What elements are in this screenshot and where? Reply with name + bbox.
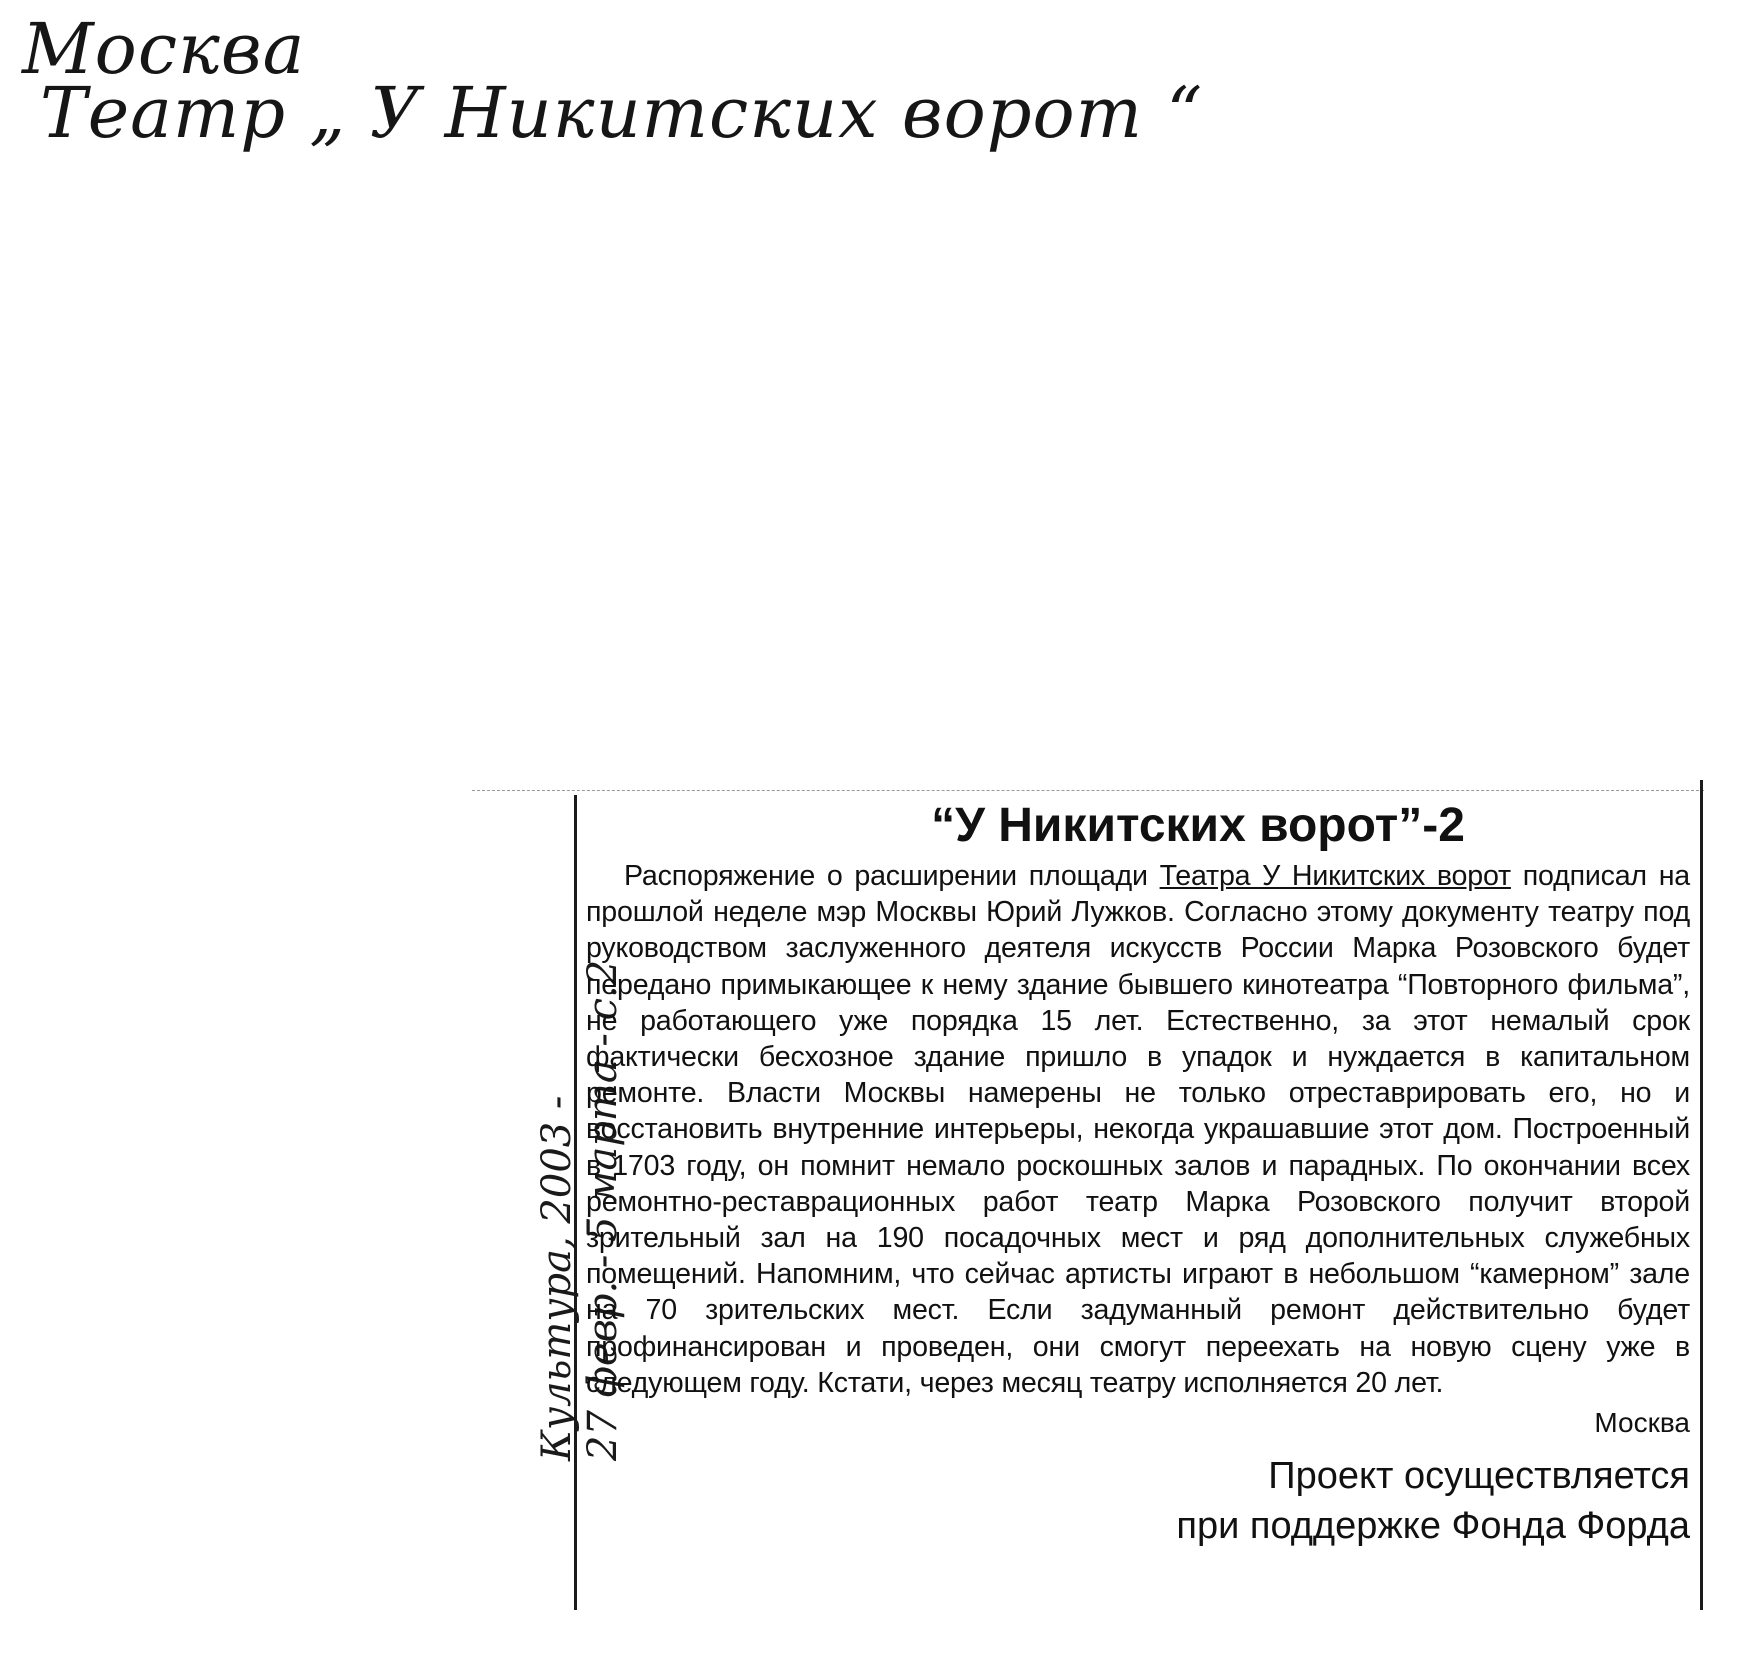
source-note-publication: Культура, 2003 - bbox=[534, 1095, 580, 1461]
clipping-right-border bbox=[1700, 780, 1703, 1610]
clipping-top-edge bbox=[472, 790, 1704, 791]
newspaper-article bbox=[586, 796, 1690, 1551]
handwritten-city-label: Москва bbox=[22, 8, 306, 90]
article-body-start: Распоряжение о расширении площади bbox=[624, 860, 1160, 892]
project-note-line1: Проект осуществляется bbox=[1268, 1455, 1690, 1498]
article-body-rest: подписал на прошлой неделе мэр Москвы Юрий Лужков. Согласно этому документу театру под руководством заслуженного деятеля искусств России Марка Розовского будет передано примыкающее к нему здание бывшего кинотеатра “Повторного фильма”, не работающего уже порядка 15 лет. Естественно, за этот немалый срок фактически бесхозное здание пришло в упадок и нуждается в капитальном ремонте. Власти Москвы намерены не только отреставрировать его, но и восстановить внутренние интерьеры, некогда украшавшие этот дом. Построенный в 1703 году, он помнит немало роскошных залов и парадных. По окончании всех ремонтно-реставрационных работ театр Марка Розовского получит второй зрительный зал на 190 посадочных мест и ряд дополнительных служебных помещений. Напомним, что сейчас артисты играют в небольшом “камерном” зале на 70 зрительских мест. Если задуманный ремонт действительно будет профинансирован и проведен, они смогут переехать на новую сцену уже в следующем году. Кстати, через месяц театру исполняется 20 лет. bbox=[586, 860, 1690, 1399]
article-dateline: Москва bbox=[1594, 1407, 1690, 1439]
project-note bbox=[586, 1451, 1690, 1551]
article-body-theatre-name: Театра У Никитских ворот bbox=[1159, 860, 1511, 892]
article-headline: “У Никитских ворот”-2 bbox=[931, 799, 1465, 852]
project-note-line2: при поддержке Фонда Форда bbox=[1176, 1505, 1690, 1548]
handwritten-theatre-label: Театр „ У Никитских ворот “ bbox=[40, 72, 1204, 154]
article-body bbox=[586, 858, 1690, 1401]
source-note-date: 27 февр. - 5 марта - с.2 bbox=[580, 959, 626, 1461]
